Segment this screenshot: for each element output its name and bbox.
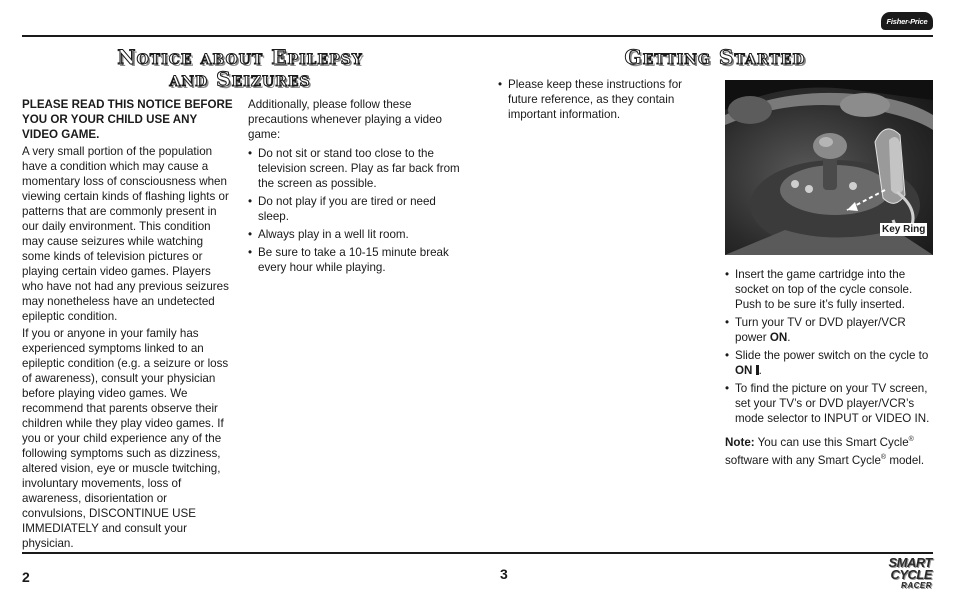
step-text: Turn your TV or DVD player/VCR power — [735, 316, 906, 344]
page-number-right: 3 — [500, 566, 508, 582]
intro-list — [498, 77, 698, 122]
precautions-list — [248, 146, 463, 275]
logo-line-2: RACER — [901, 581, 932, 590]
precautions-column — [248, 97, 463, 278]
list-item: • Insert the game cartridge into the socket on top of the cycle console. Push to be sure it’s fully inserted. — [725, 267, 935, 312]
page-number-left: 2 — [22, 569, 30, 585]
list-item: • Slide the power switch on the cycle to ON . — [725, 348, 935, 378]
fisher-price-logo — [881, 12, 933, 30]
notice-paragraph-1: A very small portion of the population have a condition which may cause a momentary loss of consciousness when viewing certain kinds of flashing lights or patterns that are commonly present in our daily environment. This condition may cause seizures while watching some kinds of television pictures or playing certain video games. Players who have not had any previous seizures may nonetheless have an undetected epileptic condition. — [22, 145, 229, 323]
list-item: • Be sure to take a 10-15 minute break every hour while playing. — [248, 245, 463, 275]
brand-logo-text: Fisher-Price — [886, 16, 928, 26]
step-text: Slide the power switch on the cycle to — [735, 349, 929, 362]
smart-cycle-racer-logo — [846, 555, 932, 590]
list-item: • To find the picture on your TV screen, set your TV’s or DVD player/VCR’s mode selector to INPUT or VIDEO IN. — [725, 381, 935, 426]
list-item: • Turn your TV or DVD player/VCR power ON. — [725, 315, 935, 345]
getting-started-intro — [498, 77, 698, 125]
precautions-intro: Additionally, please follow these precautions whenever playing a video game: — [248, 98, 442, 141]
note-paragraph: Note: You can use this Smart Cycle® software with any Smart Cycle® model. — [725, 435, 925, 467]
epilepsy-notice-column — [22, 97, 234, 553]
header-rule — [22, 35, 933, 37]
list-item: • Always play in a well lit room. — [248, 227, 463, 242]
epilepsy-heading-line1: Notice about Epilepsy — [117, 45, 363, 69]
epilepsy-heading — [100, 46, 380, 90]
key-ring-label: Key Ring — [882, 224, 926, 235]
logo-line-1: SMART CYCLE — [888, 555, 932, 582]
list-item: • Do not play if you are tired or need sleep. — [248, 194, 463, 224]
notice-lead: PLEASE READ THIS NOTICE BEFORE YOU OR YOUR CHILD USE ANY VIDEO GAME. — [22, 98, 233, 141]
note-text-2: software with any Smart Cycle — [725, 453, 881, 467]
power-switch-icon — [756, 365, 759, 375]
footer-rule — [22, 552, 933, 554]
getting-started-heading: Getting Started — [624, 45, 806, 69]
step-bold: ON — [735, 364, 753, 377]
notice-paragraph-2: If you or anyone in your family has experienced symptoms linked to an epileptic condition (e.g. a seizure or loss of awareness), consult your physician before playing video games. We recommend that parents observe their children while they play video games. If you or your child experience any of the following symptoms such as dizziness, altered vision, eye or muscle twitching, involuntary movements, loss of awareness, disorientation or convulsions, DISCONTINUE USE IMMEDIATELY and consult your physician. — [22, 327, 229, 550]
note-text-1: You can use this Smart Cycle — [757, 435, 909, 449]
note-label: Note: — [725, 435, 755, 449]
epilepsy-heading-line2: and Seizures — [169, 67, 311, 91]
step-bold: ON — [769, 331, 788, 344]
setup-steps-column — [725, 267, 935, 470]
list-item: • Please keep these instructions for future reference, as they contain important information. — [498, 77, 698, 122]
list-item: • Do not sit or stand too close to the television screen. Play as far back from the screen as possible. — [248, 146, 463, 191]
note-text-3: model. — [889, 453, 925, 467]
setup-steps-list — [725, 267, 935, 426]
